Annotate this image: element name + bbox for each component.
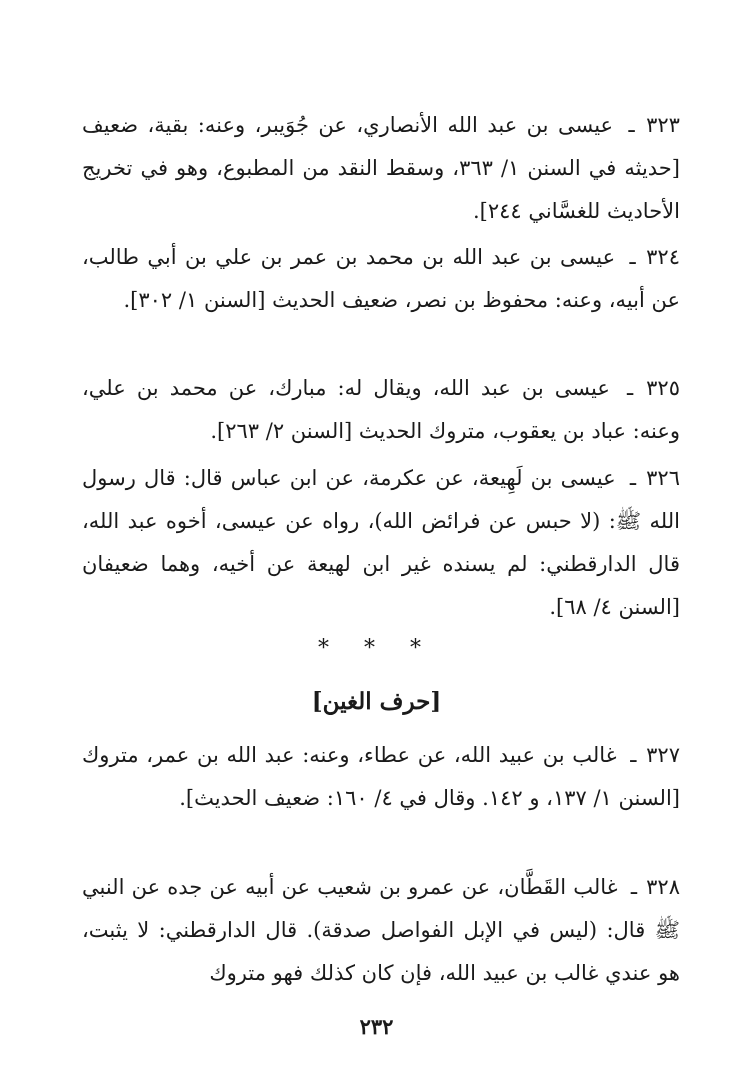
entry-328 — [82, 866, 680, 995]
entry-text: غالب بن عبيد الله، عن عطاء، وعنه: عبد الله بن عمر، متروك [السنن ١/ ١٣٧، و ١٤٢. وقال في ٤/ ١٦٠: ضعيف الحديث]. — [82, 743, 680, 810]
entry-324 — [82, 236, 680, 322]
entry-number: ٣٢٣ — [646, 113, 680, 137]
entry-dash: ـ — [629, 245, 636, 269]
entry-number: ٣٢٤ — [646, 245, 680, 269]
entry-dash: ـ — [630, 743, 637, 767]
entry-number: ٣٢٧ — [646, 743, 680, 767]
entry-326 — [82, 457, 680, 629]
entry-dash: ـ — [626, 376, 634, 400]
entry-dash: ـ — [629, 466, 637, 490]
section-heading: [حرف الغين] — [311, 688, 442, 715]
entry-text: عيسى بن عبد الله الأنصاري، عن جُوَيبر، وعنه: بقية، ضعيف [حديثه في السنن ١/ ٣٦٣، وسقط النقد من المطبوع، وهو في تخريج الأحاديث للغسَّاني ٢٤٤]. — [82, 113, 680, 223]
section-separator: * * * — [318, 636, 435, 661]
entry-text: عيسى بن لَهِيعة، عن عكرمة، عن ابن عباس قال: قال رسول الله ﷺ: (لا حبس عن فرائض الله)، رواه عن عيسى، أخوه عبد الله، قال الدارقطني: لم يسنده غير ابن لهيعة عن أخيه، وهما ضعيفان [السنن ٤/ ٦٨]. — [82, 466, 680, 619]
entry-number: ٣٢٥ — [646, 376, 680, 400]
entry-number: ٣٢٦ — [646, 466, 680, 490]
entry-text: غالب القَطَّان، عن عمرو بن شعيب عن أبيه عن جده عن النبي ﷺ قال: (ليس في الإبل الفواصل صدقة). قال الدارقطني: لا يثبت، هو عندي غالب بن عبيد الله، فإن كان كذلك فهو متروك — [82, 875, 680, 985]
entry-327 — [82, 734, 680, 820]
entry-number: ٣٢٨ — [646, 875, 680, 899]
entry-325 — [82, 367, 680, 453]
entry-text: عيسى بن عبد الله، ويقال له: مبارك، عن محمد بن علي، وعنه: عباد بن يعقوب، متروك الحديث [السنن ٢/ ٢٦٣]. — [82, 376, 680, 443]
page-number: ٢٣٢ — [359, 1014, 394, 1039]
entry-dash: ـ — [630, 875, 637, 899]
entry-dash: ـ — [628, 113, 635, 137]
entry-text: عيسى بن عبد الله بن محمد بن عمر بن علي بن أبي طالب، عن أبيه، وعنه: محفوظ بن نصر، ضعيف الحديث [السنن ١/ ٣٠٢]. — [82, 245, 680, 312]
entry-323 — [82, 104, 680, 233]
